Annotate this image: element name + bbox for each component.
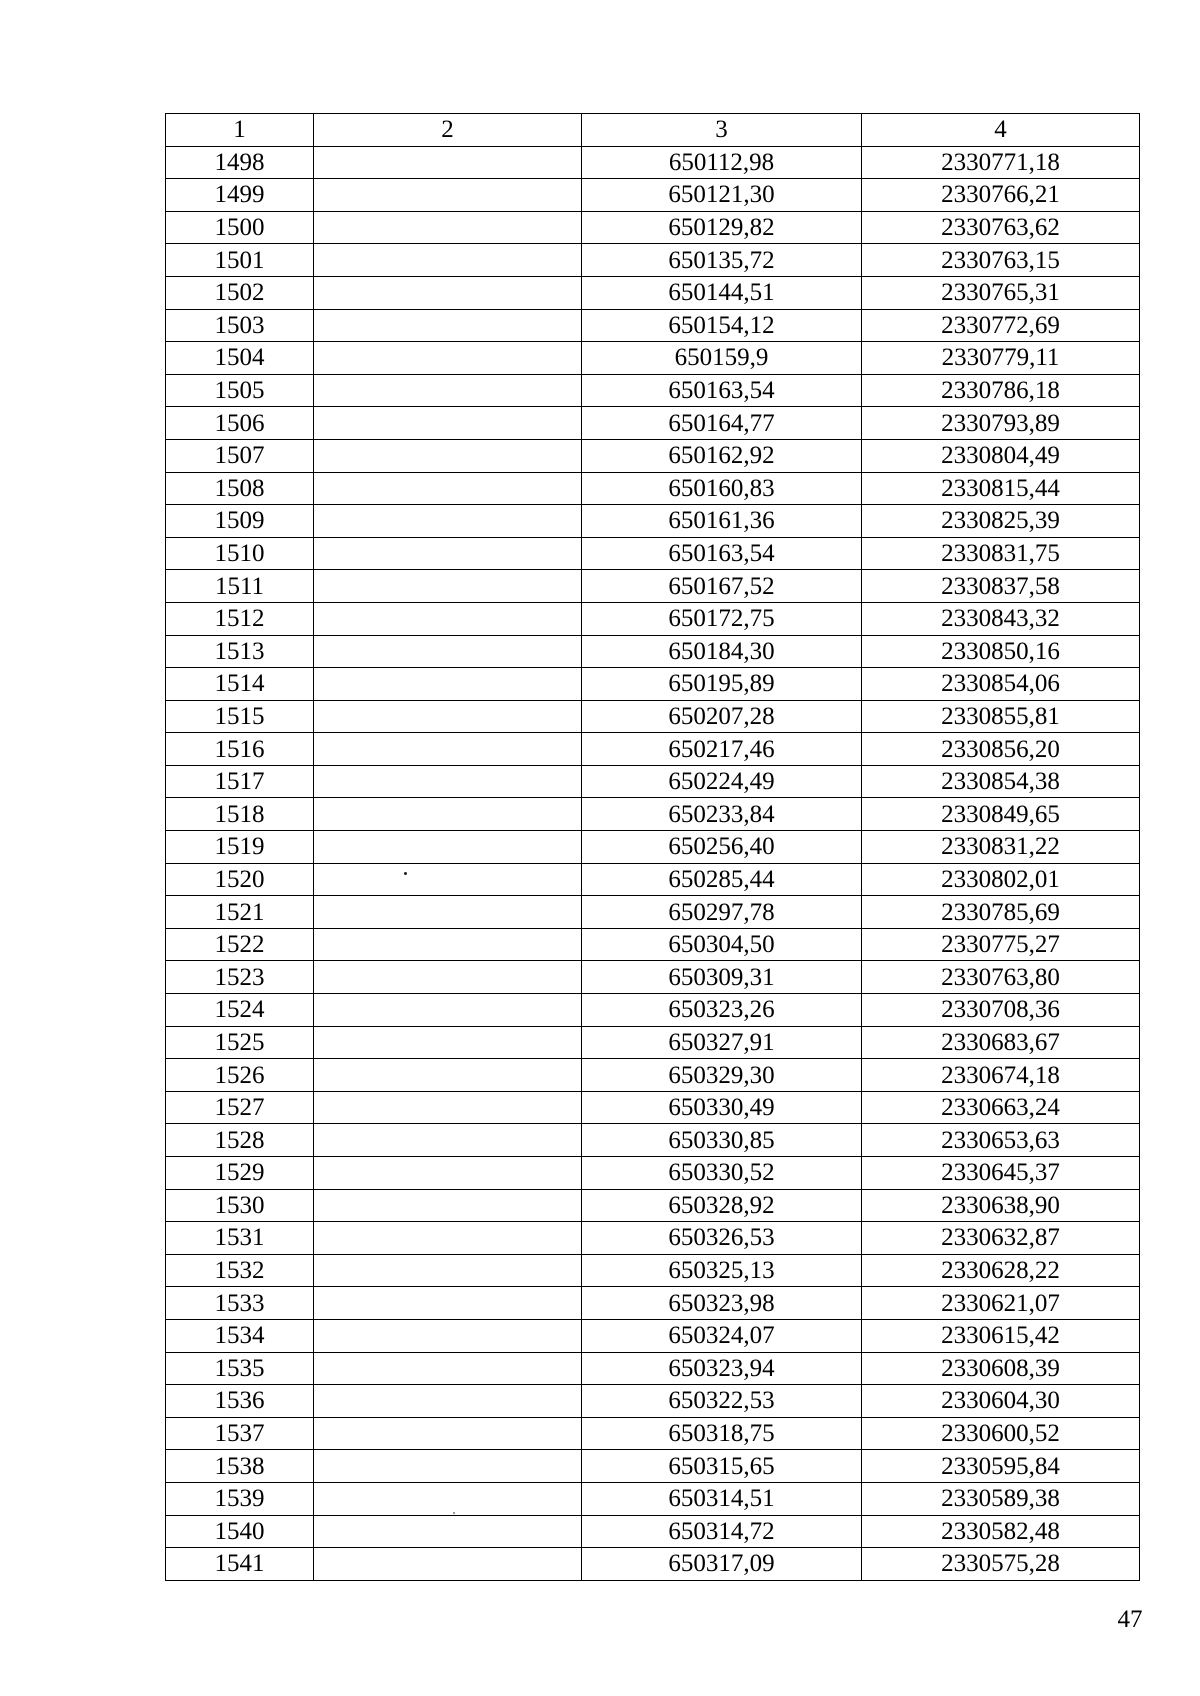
point-number-cell: 1500 [166,211,314,244]
x-coordinate-cell: 650164,77 [582,407,862,440]
point-number-cell: 1530 [166,1189,314,1222]
description-cell [314,211,582,244]
description-cell [314,570,582,603]
x-coordinate-cell: 650314,72 [582,1515,862,1548]
y-coordinate-cell: 2330772,69 [862,309,1140,342]
table-row [166,1548,1140,1581]
table-body [166,146,1140,1580]
point-number-cell: 1526 [166,1059,314,1092]
y-coordinate-cell: 2330575,28 [862,1548,1140,1581]
description-cell [314,1026,582,1059]
description-cell [314,1352,582,1385]
point-number-cell: 1503 [166,309,314,342]
table-row [166,863,1140,896]
table-row [166,244,1140,277]
table-row [166,700,1140,733]
y-coordinate-cell: 2330804,49 [862,439,1140,472]
x-coordinate-cell: 650330,85 [582,1124,862,1157]
y-coordinate-cell: 2330683,67 [862,1026,1140,1059]
point-number-cell: 1508 [166,472,314,505]
x-coordinate-cell: 650233,84 [582,798,862,831]
x-coordinate-cell: 650323,94 [582,1352,862,1385]
point-number-cell: 1513 [166,635,314,668]
table-row [166,1450,1140,1483]
point-number-cell: 1537 [166,1417,314,1450]
y-coordinate-cell: 2330582,48 [862,1515,1140,1548]
x-coordinate-cell: 650330,49 [582,1091,862,1124]
description-cell [314,537,582,570]
scan-speck [453,1512,455,1514]
table-row [166,896,1140,929]
description-cell [314,1450,582,1483]
table-row [166,994,1140,1027]
x-coordinate-cell: 650112,98 [582,146,862,179]
description-cell [314,602,582,635]
point-number-cell: 1519 [166,831,314,864]
table-row [166,1482,1140,1515]
point-number-cell: 1535 [166,1352,314,1385]
description-cell [314,1287,582,1320]
y-coordinate-cell: 2330825,39 [862,505,1140,538]
y-coordinate-cell: 2330766,21 [862,179,1140,212]
x-coordinate-cell: 650159,9 [582,342,862,375]
x-coordinate-cell: 650121,30 [582,179,862,212]
table-row [166,211,1140,244]
y-coordinate-cell: 2330632,87 [862,1222,1140,1255]
description-cell [314,1515,582,1548]
description-cell [314,342,582,375]
x-coordinate-cell: 650327,91 [582,1026,862,1059]
description-cell [314,798,582,831]
description-cell [314,668,582,701]
point-number-cell: 1538 [166,1450,314,1483]
x-coordinate-cell: 650163,54 [582,537,862,570]
description-cell [314,1222,582,1255]
table-row [166,1026,1140,1059]
y-coordinate-cell: 2330595,84 [862,1450,1140,1483]
point-number-cell: 1524 [166,994,314,1027]
table-row [166,1385,1140,1418]
x-coordinate-cell: 650325,13 [582,1254,862,1287]
point-number-cell: 1532 [166,1254,314,1287]
table-row [166,961,1140,994]
x-coordinate-cell: 650224,49 [582,765,862,798]
table-row [166,928,1140,961]
table-row [166,635,1140,668]
y-coordinate-cell: 2330763,80 [862,961,1140,994]
description-cell [314,1091,582,1124]
y-coordinate-cell: 2330645,37 [862,1157,1140,1190]
table-row [166,1091,1140,1124]
table-row [166,537,1140,570]
y-coordinate-cell: 2330850,16 [862,635,1140,668]
description-cell [314,1124,582,1157]
point-number-cell: 1528 [166,1124,314,1157]
table-row [166,1319,1140,1352]
x-coordinate-cell: 650144,51 [582,276,862,309]
description-cell [314,407,582,440]
description-cell [314,831,582,864]
table-row [166,1189,1140,1222]
description-cell [314,961,582,994]
y-coordinate-cell: 2330771,18 [862,146,1140,179]
x-coordinate-cell: 650326,53 [582,1222,862,1255]
description-cell [314,472,582,505]
y-coordinate-cell: 2330854,06 [862,668,1140,701]
y-coordinate-cell: 2330608,39 [862,1352,1140,1385]
point-number-cell: 1515 [166,700,314,733]
x-coordinate-cell: 650154,12 [582,309,862,342]
table-row [166,1059,1140,1092]
y-coordinate-cell: 2330628,22 [862,1254,1140,1287]
y-coordinate-cell: 2330653,63 [862,1124,1140,1157]
x-coordinate-cell: 650135,72 [582,244,862,277]
point-number-cell: 1533 [166,1287,314,1320]
point-number-cell: 1506 [166,407,314,440]
y-coordinate-cell: 2330786,18 [862,374,1140,407]
y-coordinate-cell: 2330600,52 [862,1417,1140,1450]
table-row [166,1157,1140,1190]
point-number-cell: 1499 [166,179,314,212]
description-cell [314,505,582,538]
description-cell [314,733,582,766]
x-coordinate-cell: 650297,78 [582,896,862,929]
point-number-cell: 1520 [166,863,314,896]
x-coordinate-cell: 650304,50 [582,928,862,961]
y-coordinate-cell: 2330856,20 [862,733,1140,766]
table-row [166,1124,1140,1157]
point-number-cell: 1534 [166,1319,314,1352]
description-cell [314,1319,582,1352]
y-coordinate-cell: 2330763,15 [862,244,1140,277]
y-coordinate-cell: 2330849,65 [862,798,1140,831]
y-coordinate-cell: 2330785,69 [862,896,1140,929]
point-number-cell: 1498 [166,146,314,179]
point-number-cell: 1525 [166,1026,314,1059]
x-coordinate-cell: 650217,46 [582,733,862,766]
x-coordinate-cell: 650323,26 [582,994,862,1027]
description-cell [314,994,582,1027]
x-coordinate-cell: 650317,09 [582,1548,862,1581]
point-number-cell: 1501 [166,244,314,277]
table-row [166,146,1140,179]
y-coordinate-cell: 2330837,58 [862,570,1140,603]
x-coordinate-cell: 650256,40 [582,831,862,864]
point-number-cell: 1521 [166,896,314,929]
y-coordinate-cell: 2330615,42 [862,1319,1140,1352]
y-coordinate-cell: 2330802,01 [862,863,1140,896]
description-cell [314,1157,582,1190]
y-coordinate-cell: 2330831,75 [862,537,1140,570]
x-coordinate-cell: 650330,52 [582,1157,862,1190]
description-cell [314,146,582,179]
y-coordinate-cell: 2330674,18 [862,1059,1140,1092]
point-number-cell: 1539 [166,1482,314,1515]
x-coordinate-cell: 650162,92 [582,439,862,472]
point-number-cell: 1504 [166,342,314,375]
y-coordinate-cell: 2330638,90 [862,1189,1140,1222]
point-number-cell: 1517 [166,765,314,798]
table-row [166,765,1140,798]
y-coordinate-cell: 2330621,07 [862,1287,1140,1320]
description-cell [314,1189,582,1222]
x-coordinate-cell: 650323,98 [582,1287,862,1320]
point-number-cell: 1527 [166,1091,314,1124]
x-coordinate-cell: 650167,52 [582,570,862,603]
table-row [166,374,1140,407]
x-coordinate-cell: 650184,30 [582,635,862,668]
table-row [166,1222,1140,1255]
table-row [166,831,1140,864]
y-coordinate-cell: 2330855,81 [862,700,1140,733]
description-cell [314,700,582,733]
column-header-2: 2 [314,114,582,147]
table-row [166,733,1140,766]
description-cell [314,1548,582,1581]
point-number-cell: 1523 [166,961,314,994]
x-coordinate-cell: 650309,31 [582,961,862,994]
point-number-cell: 1518 [166,798,314,831]
table-row [166,1352,1140,1385]
description-cell [314,1059,582,1092]
x-coordinate-cell: 650163,54 [582,374,862,407]
table-row [166,505,1140,538]
column-header-4: 4 [862,114,1140,147]
y-coordinate-cell: 2330589,38 [862,1482,1140,1515]
point-number-cell: 1507 [166,439,314,472]
table-row [166,439,1140,472]
y-coordinate-cell: 2330779,11 [862,342,1140,375]
description-cell [314,928,582,961]
table-row [166,668,1140,701]
table-row [166,472,1140,505]
x-coordinate-cell: 650160,83 [582,472,862,505]
column-header-1: 1 [166,114,314,147]
x-coordinate-cell: 650314,51 [582,1482,862,1515]
description-cell [314,179,582,212]
point-number-cell: 1531 [166,1222,314,1255]
description-cell [314,276,582,309]
y-coordinate-cell: 2330854,38 [862,765,1140,798]
x-coordinate-cell: 650285,44 [582,863,862,896]
point-number-cell: 1505 [166,374,314,407]
point-number-cell: 1510 [166,537,314,570]
description-cell [314,1254,582,1287]
point-number-cell: 1516 [166,733,314,766]
x-coordinate-cell: 650161,36 [582,505,862,538]
x-coordinate-cell: 650318,75 [582,1417,862,1450]
y-coordinate-cell: 2330765,31 [862,276,1140,309]
table-row [166,570,1140,603]
x-coordinate-cell: 650195,89 [582,668,862,701]
x-coordinate-cell: 650328,92 [582,1189,862,1222]
x-coordinate-cell: 650315,65 [582,1450,862,1483]
scan-speck [404,872,407,875]
y-coordinate-cell: 2330843,32 [862,602,1140,635]
y-coordinate-cell: 2330793,89 [862,407,1140,440]
x-coordinate-cell: 650172,75 [582,602,862,635]
coordinates-table [165,113,1140,1581]
point-number-cell: 1514 [166,668,314,701]
description-cell [314,1385,582,1418]
x-coordinate-cell: 650322,53 [582,1385,862,1418]
table-row [166,798,1140,831]
y-coordinate-cell: 2330604,30 [862,1385,1140,1418]
description-cell [314,863,582,896]
y-coordinate-cell: 2330831,22 [862,831,1140,864]
table-row [166,309,1140,342]
point-number-cell: 1536 [166,1385,314,1418]
y-coordinate-cell: 2330663,24 [862,1091,1140,1124]
description-cell [314,1482,582,1515]
table-row [166,276,1140,309]
point-number-cell: 1512 [166,602,314,635]
description-cell [314,309,582,342]
description-cell [314,635,582,668]
x-coordinate-cell: 650324,07 [582,1319,862,1352]
y-coordinate-cell: 2330775,27 [862,928,1140,961]
y-coordinate-cell: 2330815,44 [862,472,1140,505]
table-row [166,1417,1140,1450]
table-header-row [166,114,1140,147]
description-cell [314,765,582,798]
description-cell [314,1417,582,1450]
table-row [166,1254,1140,1287]
table-row [166,407,1140,440]
point-number-cell: 1541 [166,1548,314,1581]
page-number: 47 [1117,1606,1143,1633]
column-header-3: 3 [582,114,862,147]
x-coordinate-cell: 650329,30 [582,1059,862,1092]
point-number-cell: 1529 [166,1157,314,1190]
description-cell [314,896,582,929]
table-row [166,179,1140,212]
y-coordinate-cell: 2330763,62 [862,211,1140,244]
table-row [166,602,1140,635]
point-number-cell: 1540 [166,1515,314,1548]
point-number-cell: 1509 [166,505,314,538]
table-row [166,342,1140,375]
point-number-cell: 1502 [166,276,314,309]
description-cell [314,244,582,277]
point-number-cell: 1522 [166,928,314,961]
x-coordinate-cell: 650207,28 [582,700,862,733]
point-number-cell: 1511 [166,570,314,603]
description-cell [314,439,582,472]
description-cell [314,374,582,407]
table-row [166,1515,1140,1548]
x-coordinate-cell: 650129,82 [582,211,862,244]
y-coordinate-cell: 2330708,36 [862,994,1140,1027]
table-row [166,1287,1140,1320]
